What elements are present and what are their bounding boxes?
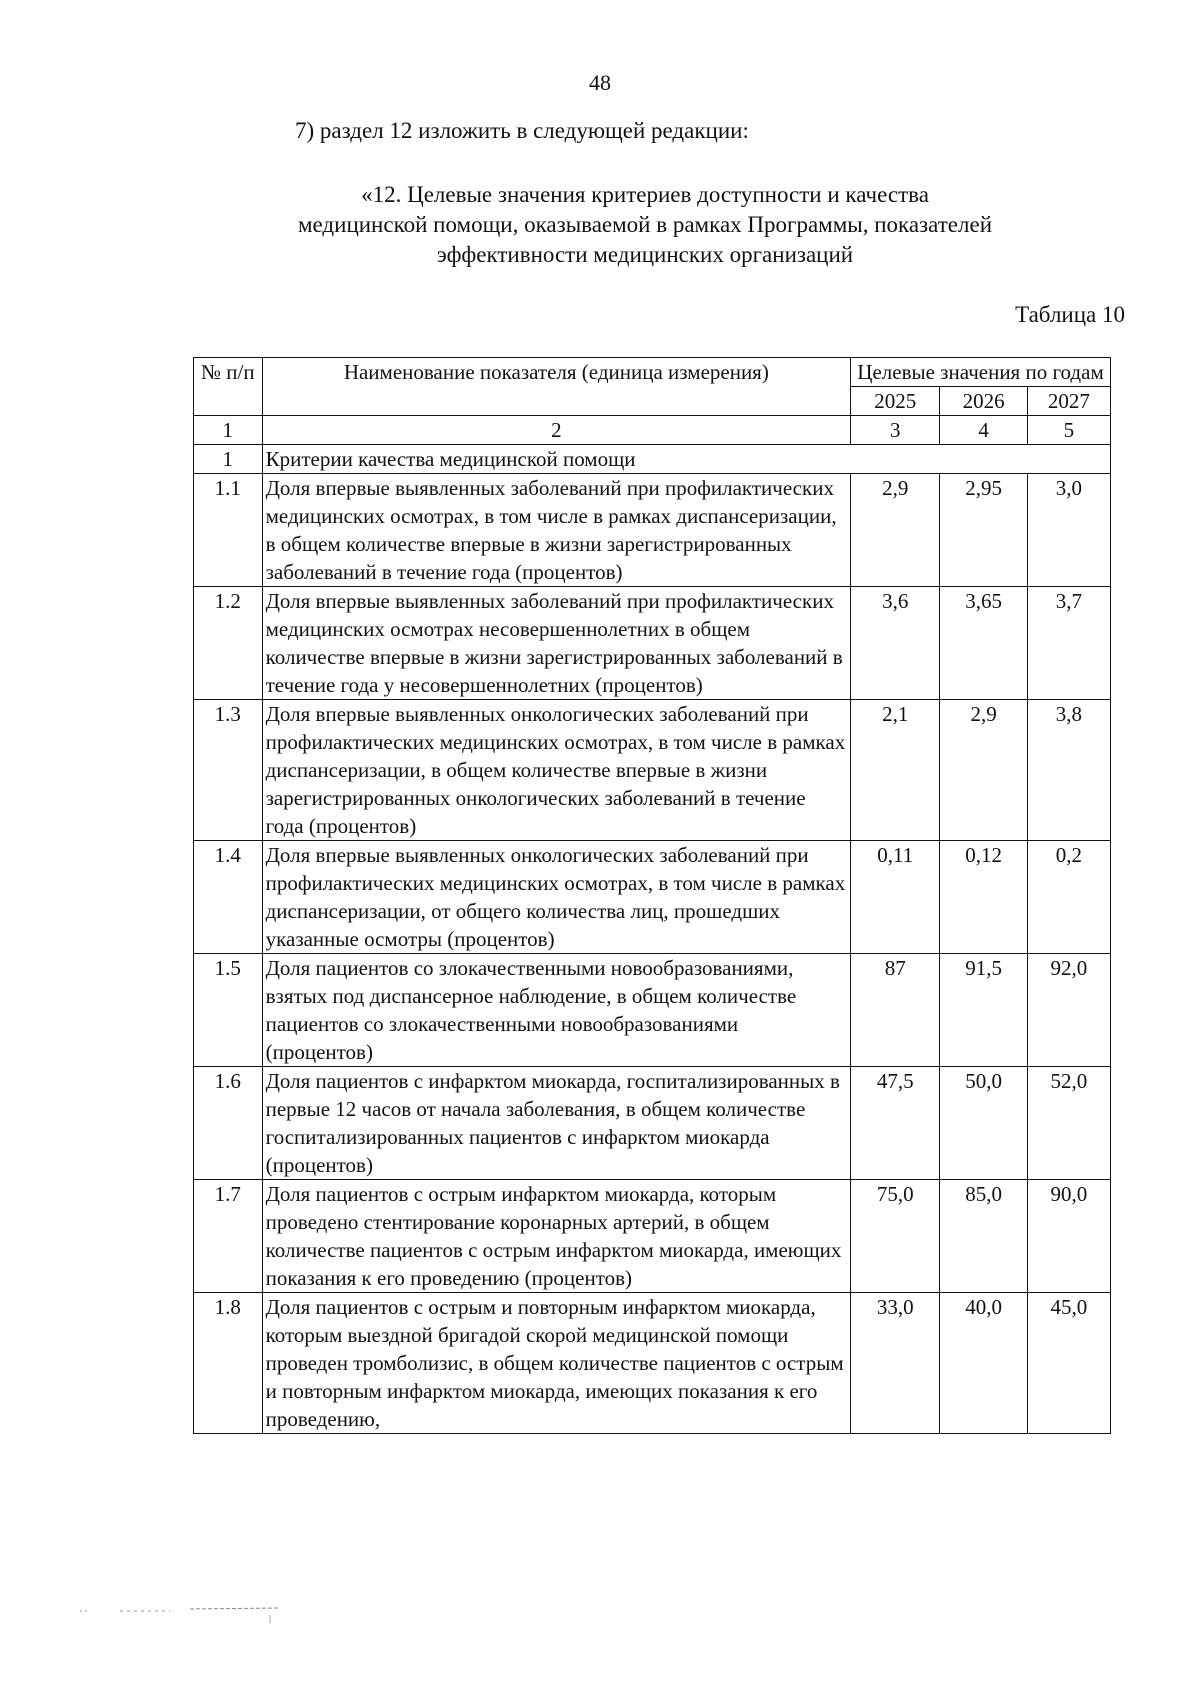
row-value-2025: 2,1 [851,700,940,841]
row-num: 1.3 [194,700,263,841]
row-name: Доля пациентов с острым и повторным инфарктом миокарда, которым выездной бригадой скорой медицинской помощи проведен тромболизис, в общем количестве пациентов с острым и повторным инфарктом миокарда, имеющих показания к его проведению, [262,1293,850,1434]
table-row [194,1180,1111,1293]
row-value-2025: 33,0 [851,1293,940,1434]
row-num: 1.6 [194,1067,263,1180]
column-number: 4 [940,416,1027,445]
table-row [194,474,1111,587]
column-number: 1 [194,416,263,445]
row-value-2027: 52,0 [1027,1067,1110,1180]
row-value-2026: 3,65 [940,587,1027,700]
row-value-2026: 0,12 [940,841,1027,954]
row-num: 1.1 [194,474,263,587]
column-number: 3 [851,416,940,445]
table-row [194,841,1111,954]
table-header [194,358,1111,445]
row-value-2025: 3,6 [851,587,940,700]
row-value-2027: 3,0 [1027,474,1110,587]
scan-artifact [80,1605,290,1625]
table-row [194,700,1111,841]
row-value-2026: 2,9 [940,700,1027,841]
row-name: Доля пациентов с острым инфарктом миокарда, которым проведено стентирование коронарных артерий, в общем количестве пациентов с острым инфарктом миокарда, имеющих показания к его проведению (процентов) [262,1180,850,1293]
section-row [194,445,1111,474]
table-label: Таблица 10 [1015,302,1125,327]
section-name: Критерии качества медицинской помощи [262,445,1110,474]
row-value-2026: 50,0 [940,1067,1027,1180]
header-year-2025: 2025 [851,387,940,416]
row-value-2025: 0,11 [851,841,940,954]
table-row [194,1067,1111,1180]
row-value-2025: 47,5 [851,1067,940,1180]
row-value-2027: 3,7 [1027,587,1110,700]
section-title-line-3: эффективности медицинских организаций [436,242,854,267]
table-body [194,445,1111,1434]
row-num: 1.7 [194,1180,263,1293]
row-name: Доля пациентов со злокачественными новообразованиями, взятых под диспансерное наблюдение, в общем количестве пациентов со злокачественными новообразованиями (процентов) [262,954,850,1067]
page-number: 48 [589,70,611,95]
column-number: 5 [1027,416,1110,445]
row-num: 1.8 [194,1293,263,1434]
row-value-2025: 87 [851,954,940,1067]
row-value-2027: 3,8 [1027,700,1110,841]
row-name: Доля впервые выявленных заболеваний при профилактических медицинских осмотрах несовершеннолетних в общем количестве впервые в жизни зарегистрированных заболеваний в течение года у несовершеннолетних (процентов) [262,587,850,700]
row-value-2026: 2,95 [940,474,1027,587]
header-year-2027: 2027 [1027,387,1110,416]
row-name: Доля впервые выявленных заболеваний при профилактических медицинских осмотрах, в том числе в рамках диспансеризации, в общем количестве впервые в жизни зарегистрированных заболеваний в течение года (процентов) [262,474,850,587]
section-title-line-1: «12. Целевые значения критериев доступности и качества [361,182,929,207]
row-num: 1.5 [194,954,263,1067]
criteria-table [193,357,1111,1434]
row-value-2027: 0,2 [1027,841,1110,954]
row-name: Доля впервые выявленных онкологических заболеваний при профилактических медицинских осмотрах, в том числе в рамках диспансеризации, от общего количества лиц, прошедших указанные осмотры (процентов) [262,841,850,954]
column-number-row [194,416,1111,445]
header-year-2026: 2026 [940,387,1027,416]
row-value-2026: 85,0 [940,1180,1027,1293]
header-num: № п/п [194,358,263,416]
column-number: 2 [262,416,850,445]
header-target-values: Целевые значения по годам [851,358,1111,387]
row-num: 1.4 [194,841,263,954]
section-title-line-2: медицинской помощи, оказываемой в рамках Программы, показателей [297,212,993,237]
table-row [194,954,1111,1067]
section-num: 1 [194,445,263,474]
row-value-2027: 90,0 [1027,1180,1110,1293]
row-value-2027: 92,0 [1027,954,1110,1067]
header-name: Наименование показателя (единица измерения) [262,358,850,416]
row-name: Доля впервые выявленных онкологических заболеваний при профилактических медицинских осмотрах, в том числе в рамках диспансеризации, в общем количестве впервые в жизни зарегистрированных онкологических заболеваний в течение года (процентов) [262,700,850,841]
row-value-2025: 2,9 [851,474,940,587]
row-value-2025: 75,0 [851,1180,940,1293]
table-row [194,1293,1111,1434]
row-value-2026: 91,5 [940,954,1027,1067]
intro-text: 7) раздел 12 изложить в следующей редакции: [295,118,749,143]
row-value-2026: 40,0 [940,1293,1027,1434]
row-name: Доля пациентов с инфарктом миокарда, госпитализированных в первые 12 часов от начала заболевания, в общем количестве госпитализированных пациентов с инфарктом миокарда (процентов) [262,1067,850,1180]
table-row [194,587,1111,700]
section-title [230,180,1060,270]
row-value-2027: 45,0 [1027,1293,1110,1434]
row-num: 1.2 [194,587,263,700]
